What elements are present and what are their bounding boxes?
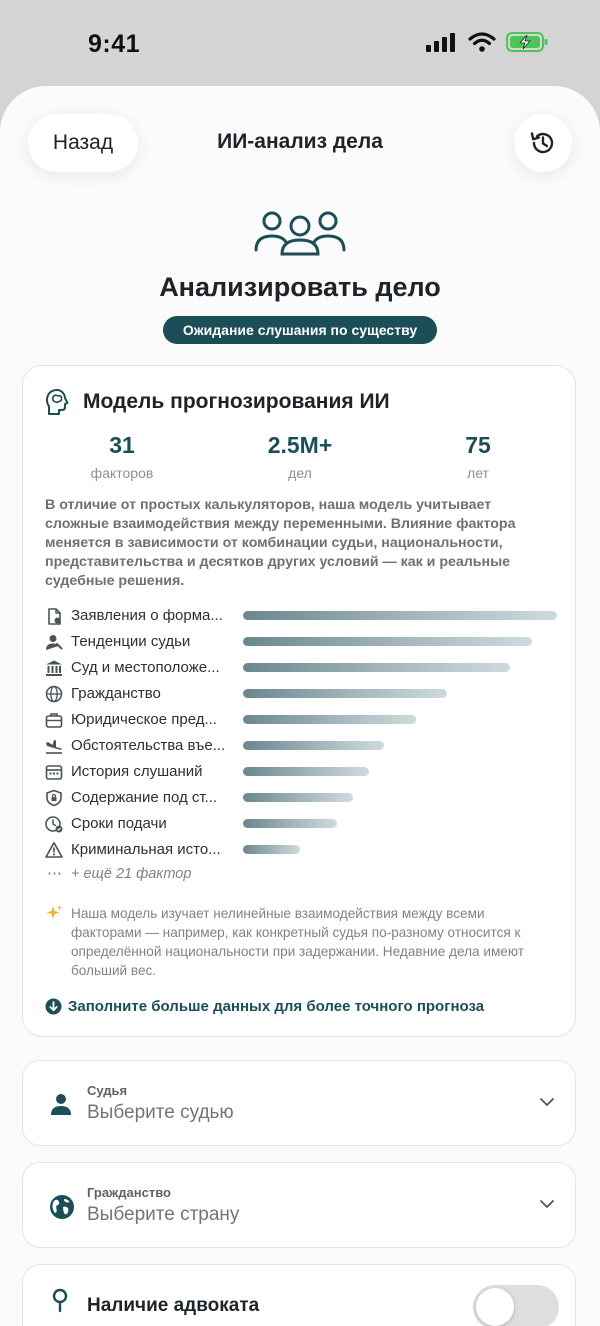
factor-weight-bar [243, 845, 300, 854]
factor-label: Юридическое пред... [71, 711, 217, 728]
model-description: В отличие от простых калькуляторов, наша модель учитывает сложные взаимодействия между переменными. Влияние фактора меняется в зависимости от комбинации судьи, национальности, представительства и десятков других условий — как и реальные судебные решения. [45, 497, 516, 589]
person-icon [49, 1092, 73, 1116]
factor-row [45, 812, 565, 836]
factor-label: Гражданство [71, 685, 161, 702]
factor-weight-bar [243, 741, 384, 750]
document-icon [45, 607, 63, 625]
status-badge: Ожидание слушания по существу [163, 316, 437, 344]
stat-label: лет [467, 465, 489, 481]
stat-factors [47, 432, 197, 481]
arrow-down-circle-icon [45, 998, 62, 1015]
ai-model-card [22, 365, 576, 1037]
factor-label: Сроки подачи [71, 815, 167, 832]
lawyer-toggle-row [22, 1264, 576, 1326]
chevron-down-icon [539, 1196, 555, 1212]
factor-weight-bar [243, 637, 532, 646]
factor-label: Суд и местоположе... [71, 659, 220, 676]
page-title: ИИ-анализ дела [217, 130, 383, 153]
factor-weight-bar [243, 611, 557, 620]
status-icons [426, 32, 548, 52]
note-text: Наша модель изучает нелинейные взаимодействия между всеми факторами — например, как конкретный судья по-разному относится к определённой национальности при задержании. Недавние дела имеют больший вес. [71, 906, 524, 978]
briefcase-icon [45, 711, 63, 729]
courthouse-icon [45, 659, 63, 677]
sparkle-icon [45, 904, 63, 922]
factor-row [45, 656, 565, 680]
citizenship-label: Гражданство [87, 1185, 171, 1200]
stat-value: 31 [109, 432, 135, 458]
judge-placeholder: Выберите судью [87, 1102, 234, 1123]
factor-weight-bar [243, 663, 510, 672]
factor-row [45, 838, 565, 862]
fill-more-data-link[interactable] [45, 998, 484, 1015]
judge-label: Судья [87, 1083, 128, 1098]
factor-row [45, 760, 565, 784]
battery-charging-icon [506, 32, 548, 52]
stat-cases [225, 432, 375, 481]
status-bar [0, 0, 600, 86]
lawyer-label: Наличие адвоката [87, 1295, 260, 1316]
stat-label: дел [288, 465, 312, 481]
judge-select[interactable] [22, 1060, 576, 1146]
globe-icon [49, 1194, 75, 1220]
main-sheet [0, 86, 600, 1326]
cta-label: Заполните больше данных для более точного прогноза [68, 998, 485, 1015]
model-title: Модель прогнозирования ИИ [83, 390, 390, 413]
stat-value: 2.5M+ [267, 432, 333, 458]
factor-label: История слушаний [71, 763, 203, 780]
toggle-knob [476, 1288, 514, 1326]
signal-icon [426, 32, 458, 52]
factor-label: Заявления о форма... [71, 607, 223, 624]
more-dots-icon: ⋯ [47, 865, 62, 882]
wifi-icon [468, 32, 496, 52]
shield-icon [45, 789, 63, 807]
factor-label: Криминальная исто... [71, 841, 221, 858]
factor-row [45, 630, 565, 654]
factor-row [45, 682, 565, 706]
hero-title: Анализировать дело [159, 272, 441, 302]
factor-weight-bar [243, 819, 337, 828]
citizenship-placeholder: Выберите страну [87, 1204, 240, 1225]
factor-row [45, 708, 565, 732]
factor-label: Содержание под ст... [71, 789, 218, 806]
stat-years [403, 432, 553, 481]
factor-row [45, 786, 565, 810]
back-button[interactable]: Назад [28, 114, 138, 172]
top-header [0, 86, 600, 206]
brain-head-icon [45, 388, 69, 416]
warning-icon [45, 841, 63, 859]
factor-row [45, 734, 565, 758]
stat-value: 75 [465, 432, 491, 458]
more-factors [45, 864, 345, 886]
factor-weight-bar [243, 767, 369, 776]
judge-icon [45, 633, 63, 651]
chevron-down-icon [539, 1094, 555, 1110]
stat-label: факторов [90, 465, 154, 481]
calendar-icon [45, 763, 63, 781]
status-time: 9:41 [88, 30, 141, 58]
more-factors-label: + ещё 21 фактор [71, 866, 192, 882]
lawyer-toggle[interactable] [473, 1285, 559, 1326]
history-button[interactable] [514, 114, 572, 172]
factor-label: Обстоятельства въе... [71, 737, 226, 754]
factor-row [45, 604, 565, 628]
citizenship-select[interactable] [22, 1162, 576, 1248]
globe-icon [45, 685, 63, 703]
location-pin-icon [49, 1287, 71, 1313]
plane-landing-icon [45, 737, 63, 755]
factor-weight-bar [243, 793, 353, 802]
model-header [45, 388, 390, 416]
factor-label: Тенденции судьи [71, 633, 191, 650]
history-icon [528, 128, 558, 158]
clock-icon [45, 815, 63, 833]
people-group-icon [252, 204, 348, 258]
factor-weight-bar [243, 715, 416, 724]
factor-weight-bar [243, 689, 447, 698]
